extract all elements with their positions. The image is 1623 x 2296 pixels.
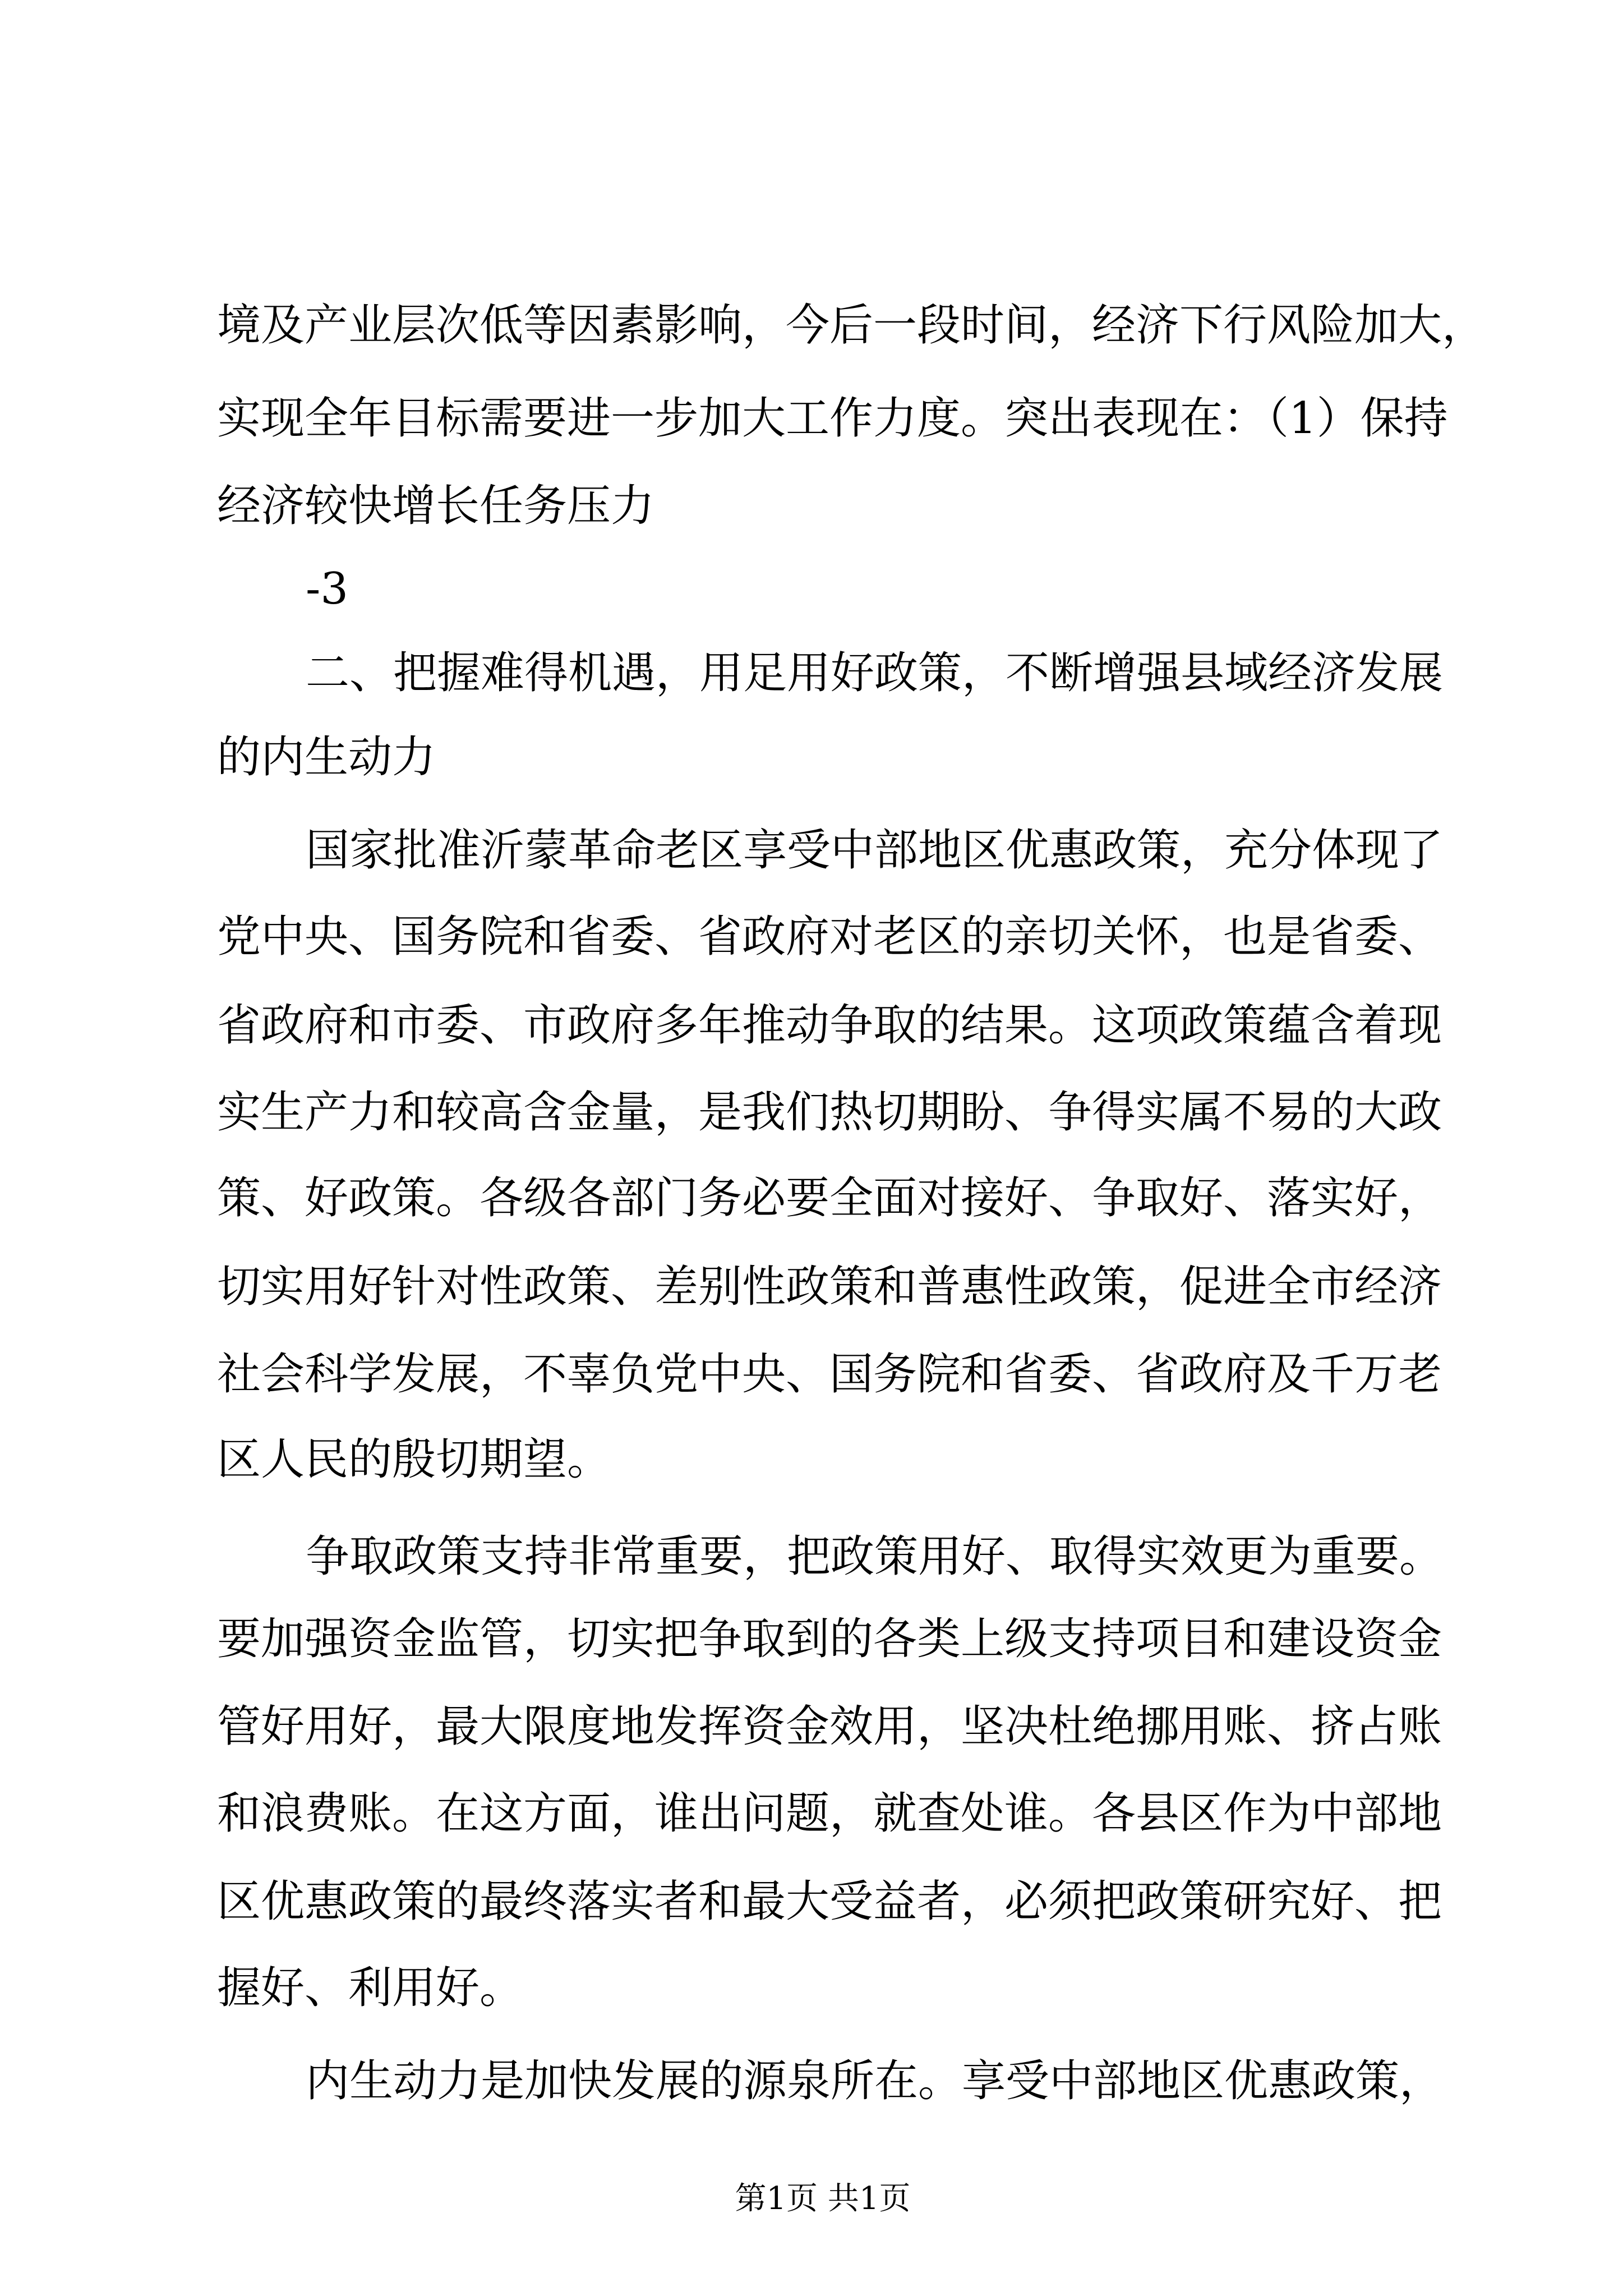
body-line: 党中央、国务院和省委、省政府对老区的亲切关怀，也是省委、: [217, 912, 1442, 962]
body-line: 省政府和市委、市政府多年推动争取的结果。这项政策蕴含着现: [217, 1000, 1442, 1051]
body-line: 境及产业层次低等因素影响，今后一段时间，经济下行风险加大，: [217, 300, 1486, 351]
page-marker: -3: [306, 564, 348, 614]
body-line: 策、好政策。各级各部门务必要全面对接好、争取好、落实好，: [217, 1173, 1442, 1223]
section-heading-line: 的内生动力: [217, 732, 436, 783]
body-line: 和浪费账。在这方面，谁出问题，就查处谁。各县区作为中部地: [217, 1788, 1442, 1839]
page-number: 第1页 共1页: [735, 2180, 911, 2217]
body-line: 切实用好针对性政策、差别性政策和普惠性政策，促进全市经济: [217, 1262, 1442, 1312]
body-line: 区人民的殷切期望。: [217, 1434, 611, 1485]
body-line: 管好用好，最大限度地发挥资金效用，坚决杜绝挪用账、挤占账: [217, 1701, 1442, 1752]
body-line: 实现全年目标需要进一步加大工作力度。突出表现在：（1）保持: [217, 393, 1448, 444]
section-heading-line: 二、把握难得机遇，用足用好政策，不断增强县域经济发展: [306, 648, 1444, 698]
body-line: 经济较快增长任务压力: [217, 481, 655, 531]
body-line: 国家批准沂蒙革命老区享受中部地区优惠政策，充分体现了: [306, 825, 1444, 876]
body-line: 握好、利用好。: [217, 1963, 524, 2013]
body-line: 实生产力和较高含金量，是我们热切期盼、争得实属不易的大政: [217, 1087, 1442, 1138]
body-line: 内生动力是加快发展的源泉所在。享受中部地区优惠政策，: [306, 2056, 1444, 2106]
body-line: 要加强资金监管，切实把争取到的各类上级支持项目和建设资金: [217, 1614, 1442, 1664]
body-line: 社会科学发展，不辜负党中央、国务院和省委、省政府及千万老: [217, 1349, 1442, 1400]
body-line: 争取政策支持非常重要，把政策用好、取得实效更为重要。: [306, 1531, 1444, 1582]
body-line: 区优惠政策的最终落实者和最大受益者，必须把政策研究好、把: [217, 1876, 1442, 1927]
